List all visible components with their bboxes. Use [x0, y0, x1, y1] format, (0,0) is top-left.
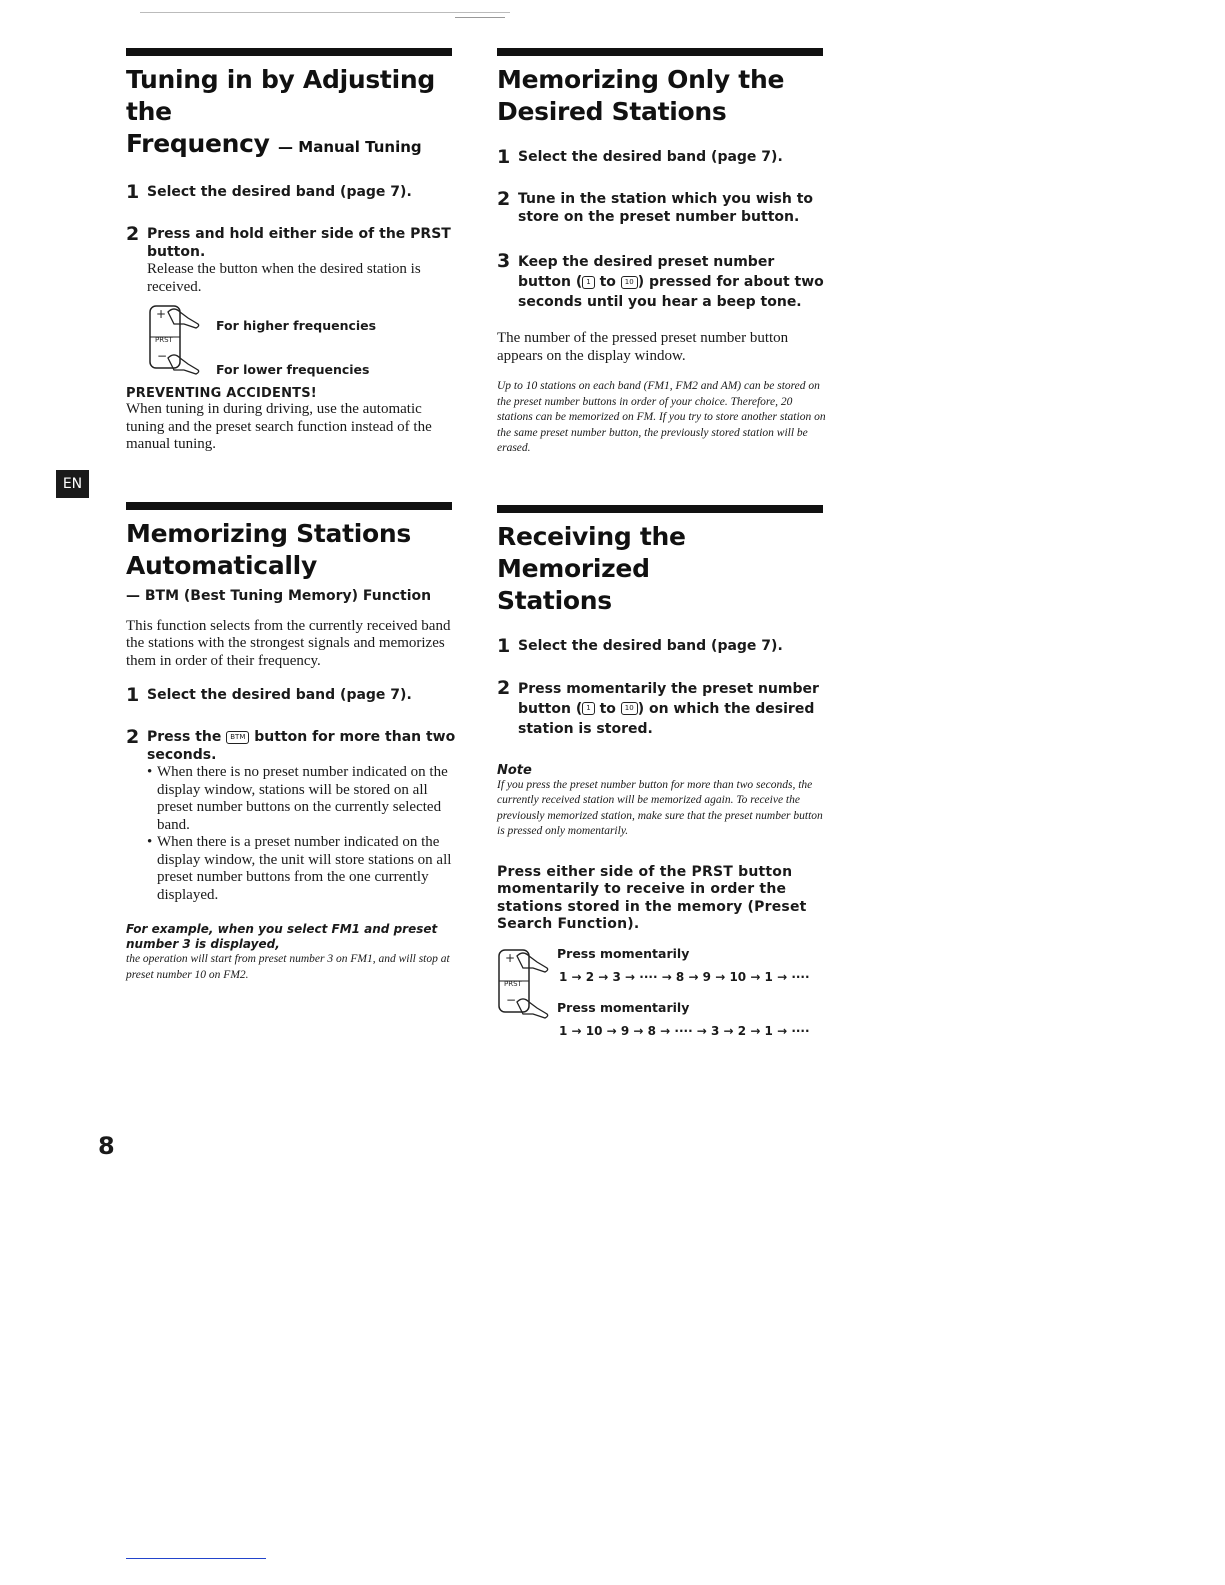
list-item: • When there is no preset number indicated on the display window, stations will be stored on all preset number buttons on the currently selected band. [147, 764, 456, 834]
btm-subtitle: — BTM (Best Tuning Memory) Function [126, 587, 432, 604]
step-number: 2 [126, 223, 140, 245]
btm-button-icon: BTM [226, 731, 249, 744]
press-momentarily-label: Press momentarily [557, 999, 690, 1015]
step-text: Select the desired band (page 7). [518, 149, 783, 165]
step-text: Select the desired band (page 7). [518, 637, 783, 654]
step-number: 2 [497, 676, 511, 699]
btm-intro: This function selects from the currently received band the stations with the strongest signals and memorizes them in order of their frequency. [126, 617, 451, 669]
step-number: 1 [126, 181, 140, 203]
step-2 [126, 728, 456, 764]
display-note: The number of the pressed preset number button appears on the display window. [497, 330, 789, 364]
step-text: Press the BTM button for more than two seconds. [147, 729, 456, 763]
bottom-rule [126, 1558, 266, 1559]
prst-button-icon [497, 946, 557, 1026]
preset-search-heading: Press either side of the PRST button momentarily to receive in order the stations stored in the memory (Preset Search Function). [497, 863, 807, 932]
title-line: Tuning in by Adjusting the [126, 65, 435, 126]
step-number: 1 [126, 684, 140, 706]
preset-search-diagram [497, 942, 827, 1042]
btm-title [126, 518, 456, 582]
left-column [126, 48, 456, 983]
top-rule-short [455, 17, 505, 18]
svg-text:PRST: PRST [155, 336, 173, 344]
title-suffix: — Manual Tuning [278, 138, 422, 156]
example-heading: For example, when you select FM1 and preset number 3 is displayed, [126, 922, 438, 951]
step-number: 1 [497, 634, 511, 657]
note-body: If you press the preset number button for more than two seconds, the currently received station will be memorized again. To receive the previously memorized station, make sure that the preset number button is pressed only momentarily. [497, 778, 823, 837]
step-text: Press momentarily the preset number button ( 1 to 10 ) on which the desired station is stored. [518, 680, 819, 737]
step-number: 2 [126, 726, 140, 748]
step-1 [497, 634, 827, 657]
title-line: Desired Stations [497, 97, 727, 126]
svg-text:+: + [156, 307, 167, 321]
preset-1-button-icon: 1 [582, 702, 594, 715]
step-number: 1 [497, 146, 511, 168]
title-line: Stations [497, 585, 612, 615]
step-text: Select the desired band (page 7). [147, 184, 412, 200]
step-text: Keep the desired preset number button ( 1 to 10 ) pressed for about two seconds until you hear a beep tone. [518, 254, 824, 310]
warning-heading: PREVENTING ACCIDENTS! [126, 386, 317, 401]
section-rule [126, 502, 452, 510]
receiving-title [497, 521, 827, 617]
svg-text:PRST: PRST [504, 979, 522, 988]
title-line: Automatically [126, 550, 317, 580]
memorize-only-title [497, 64, 827, 128]
list-item: • When there is a preset number indicated on the display window, the unit will store stations on all preset number buttons from the one currently displayed. [147, 834, 456, 904]
right-column [497, 48, 827, 1042]
step-1 [497, 148, 827, 166]
stations-note: Up to 10 stations on each band (FM1, FM2 and AM) can be stored on the preset number buttons in order of your choice. Therefore, 20 stations can be memorized on FM. If you try to store another station on the same preset number button, the previously stored station will be erased. [497, 380, 826, 454]
preset-10-button-icon: 10 [621, 702, 638, 715]
step-1 [126, 686, 456, 704]
step-text: Press and hold either side of the PRST button. [147, 226, 451, 260]
warning-body: When tuning in during driving, use the automatic tuning and the preset search function instead of the manual tuning. [126, 401, 432, 452]
step-text: Select the desired band (page 7). [147, 687, 412, 703]
step-3 [497, 252, 827, 312]
step-number: 3 [497, 250, 511, 272]
language-tab: EN [56, 470, 89, 498]
step-2 [126, 225, 456, 261]
higher-frequencies-label: For higher frequencies [216, 318, 377, 333]
manual-tuning-title [126, 64, 456, 163]
step-text: Tune in the station which you wish to store on the preset number button. [518, 191, 814, 225]
page-number: 8 [98, 1132, 115, 1160]
step-number: 2 [497, 188, 511, 210]
step-1 [126, 183, 456, 201]
sequence-up: 1 → 2 → 3 → ···· → 8 → 9 → 10 → 1 → ···· [559, 969, 810, 984]
note-heading: Note [497, 762, 532, 778]
prst-diagram [148, 302, 456, 382]
example-body: the operation will start from preset number 3 on FM1, and will stop at preset number 10 on FM2. [126, 953, 450, 981]
top-rule [140, 12, 510, 13]
section-rule [497, 505, 823, 513]
svg-text:−: − [157, 349, 168, 363]
title-line: Memorizing Only the [497, 65, 785, 94]
btm-bullets [126, 764, 456, 904]
press-momentarily-label: Press momentarily [557, 945, 690, 961]
step-2 [497, 676, 827, 739]
title-line: Memorizing Stations [126, 518, 411, 548]
svg-text:+: + [505, 950, 516, 965]
step-body: Release the button when the desired station is received. [147, 261, 421, 295]
title-line: Receiving the Memorized [497, 521, 686, 583]
section-rule [126, 48, 452, 56]
preset-10-button-icon: 10 [621, 276, 638, 289]
lower-frequencies-label: For lower frequencies [216, 362, 370, 377]
title-line: Frequency [126, 129, 270, 158]
section-rule [497, 48, 823, 56]
preset-1-button-icon: 1 [582, 276, 594, 289]
svg-text:−: − [506, 992, 517, 1007]
sequence-down: 1 → 10 → 9 → 8 → ···· → 3 → 2 → 1 → ···· [559, 1023, 810, 1038]
step-2 [497, 190, 827, 226]
prst-button-icon [148, 302, 218, 382]
